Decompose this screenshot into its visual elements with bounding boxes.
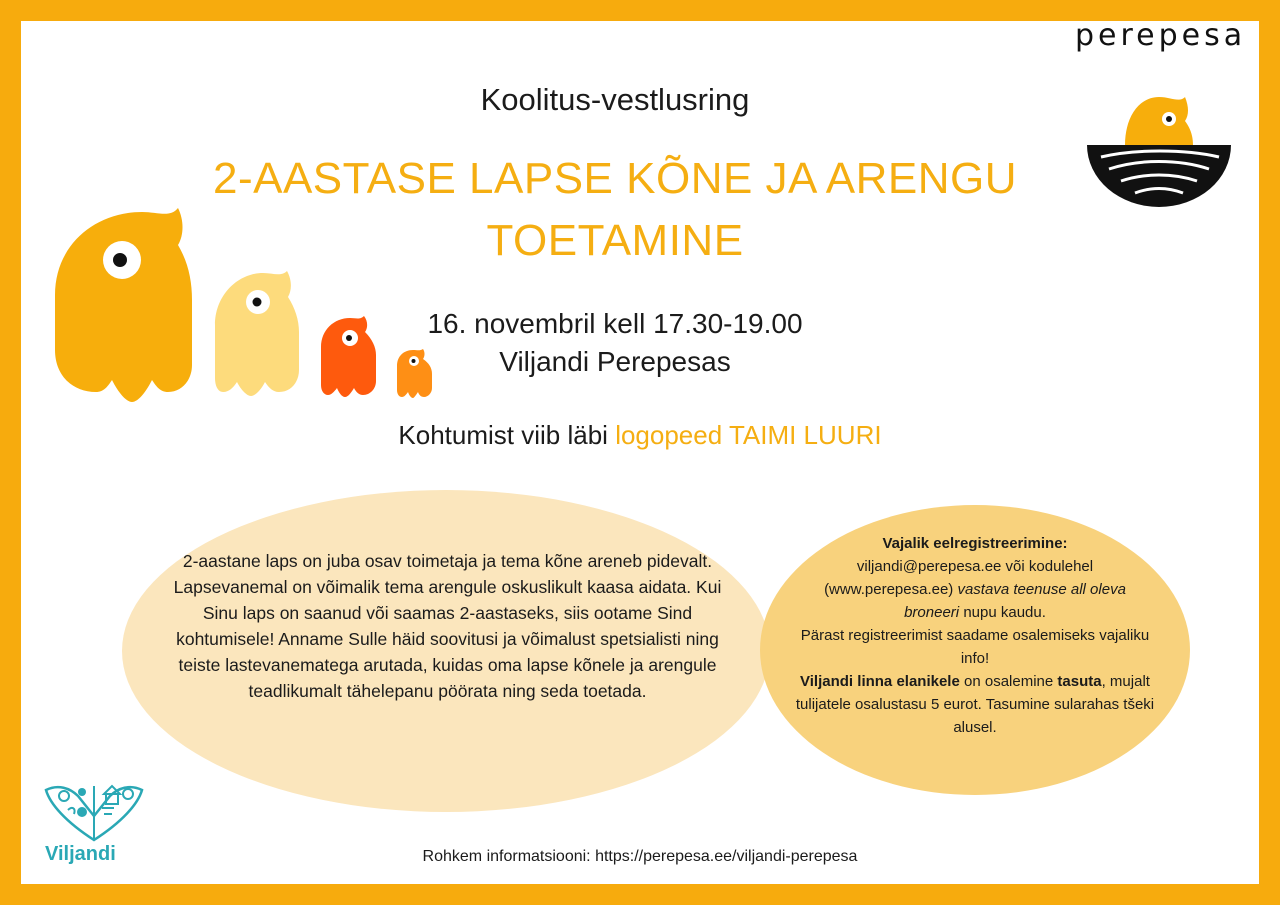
registration-residents: Viljandi linna elanikele (800, 673, 960, 690)
registration-instruction-italic: vastava teenuse all oleva broneeri (904, 581, 1126, 621)
facilitator (290, 420, 990, 451)
facilitator-prefix: Kohtumist viib läbi (398, 420, 616, 450)
registration-heading: Vajalik eelregistreerimine: (882, 535, 1068, 552)
registration-contact[interactable]: viljandi@perepesa.ee või kodulehel (www.perepesa.ee) (824, 558, 1094, 598)
more-info-link[interactable]: Rohkem informatsiooni: https://perepesa.ee/viljandi-perepesa (422, 848, 858, 865)
event-place: Viljandi Perepesas (499, 346, 731, 377)
bird-light (215, 271, 299, 396)
registration-fee: , mujalt tulijatele osalustasu 5 eurot. Tasumine sularahas tšeki alusel. (795, 673, 1155, 736)
facilitator-name: logopeed TAIMI LUURI (615, 420, 882, 450)
event-description: 2-aastane laps on juba osav toimetaja ja tema kõne areneb pidevalt. Lapsevanemal on võimalik tema arengule oskuslikult kaasa aidata. Kui Sinu laps on saanud või saamas 2-aastaseks, siis ootame Sind kohtumisele! Anname Sulle häid soovitusi ja võimalust spetsialisti ning teiste lastevanematega arutada, kuidas oma lapse kõnele ja arengule teadlikumalt tähelepanu pöörata ning seda toetada. (173, 551, 722, 701)
registration-info (795, 532, 1155, 739)
event-date-time: 16. novembril kell 17.30-19.00 (427, 308, 803, 339)
event-type: Koolitus-vestlusring (480, 82, 750, 117)
event-title (150, 148, 1080, 272)
viljandi-logo-mark (42, 782, 146, 844)
perepesa-logo (1075, 18, 1247, 213)
registration-free: tasuta (1057, 673, 1102, 690)
registration-after: Pärast registreerimist saadame osalemiseks vajaliku info! (800, 627, 1150, 667)
event-title-line2: TOETAMINE (486, 216, 744, 265)
registration-instruction-rest: nupu kaudu. (963, 604, 1046, 621)
event-details (360, 305, 870, 381)
registration-residents-rest: on osalemine (964, 673, 1054, 690)
viljandi-logo-text: Viljandi (45, 843, 116, 865)
perepesa-logo-text: perepesa (1075, 18, 1247, 53)
event-title-line1: 2-AASTASE LAPSE KÕNE JA ARENGU (212, 154, 1017, 203)
